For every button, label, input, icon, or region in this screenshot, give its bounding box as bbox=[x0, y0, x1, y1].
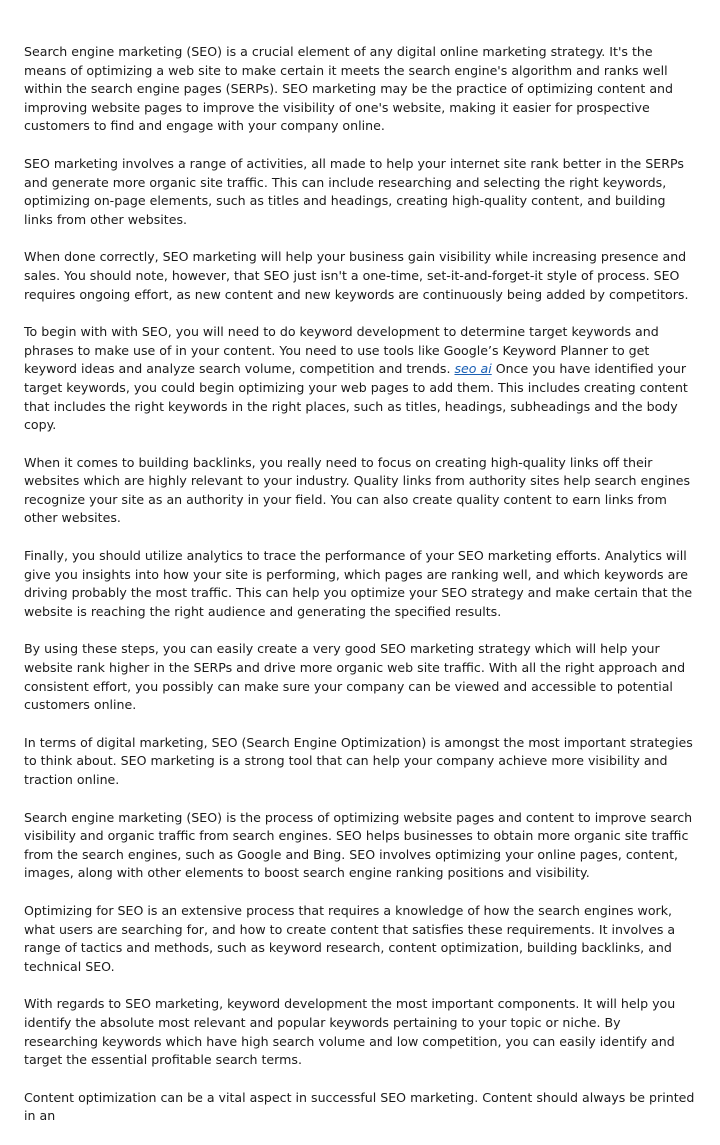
paragraph-5: When it comes to building backlinks, you really need to focus on creating high-quality links off their websites which are highly relevant to your industry. Quality links from authority sites help search engines recognize your site as an authority in your field. You can also create quality content to earn links from other websites. bbox=[24, 454, 691, 526]
seo-ai-link[interactable]: seo ai bbox=[454, 361, 492, 377]
paragraph-1: Search engine marketing (SEO) is a crucial element of any digital online marketing strategy. It's the means of optimizing a web site to make certain it meets the search engine's algorithm and ranks well within the search engine pages (SERPs). SEO marketing may be the practice of optimizing content and improving website pages to improve the visibility of one's website, making it easier for prospective customers to find and engage with your company online. bbox=[24, 44, 674, 134]
paragraph-4-text-before: To begin with with SEO, you will need to do keyword development to determine target keywords and phrases to make use of in your content. You need to use tools like Google’s Keyword Planner to get keyword ideas and analyze search volume, competition and trends. bbox=[24, 324, 659, 377]
paragraph-4-text-after: Once you have identified your target keywords, you could begin optimizing your web pages to add them. This includes creating content that includes the right keywords in the right places, such as titles, headings, subheadings and the body copy. bbox=[24, 361, 688, 433]
article-body bbox=[24, 43, 696, 1145]
paragraph-11: With regards to SEO marketing, keyword development the most important components. It will help you identify the absolute most relevant and popular keywords pertaining to your topic or niche. By researching keywords which have high search volume and low competition, you can easily identify and target the essential profitable search terms. bbox=[24, 996, 676, 1068]
paragraph-10: Optimizing for SEO is an extensive process that requires a knowledge of how the search engines work, what users are searching for, and how to create content that satisfies these requirements. It involves a range of tactics and methods, such as keyword research, content optimization, building backlinks, and technical SEO. bbox=[24, 902, 676, 974]
paragraph-9: Search engine marketing (SEO) is the process of optimizing website pages and content to improve search visibility and organic traffic from search engines. SEO helps businesses to obtain more organic site traffic from the search engines, such as Google and Bing. SEO involves optimizing your online pages, content, images, along with other elements to boost search engine ranking positions and visibility. bbox=[24, 809, 693, 881]
paragraph-6: Finally, you should utilize analytics to trace the performance of your SEO marketing efforts. Analytics will give you insights into how your site is performing, which pages are ranking well, and which keywords are driving probably the most traffic. This can help you optimize your SEO strategy and make certain that the website is reaching the right audience and generating the specified results. bbox=[24, 548, 693, 619]
paragraph-4 bbox=[24, 323, 696, 435]
paragraph-3: When done correctly, SEO marketing will help your business gain visibility while increasing presence and sales. You should note, however, that SEO just isn't a one-time, set-it-and-forget-it style of process. SEO requires ongoing effort, as new content and new keywords are continuously being added by competitors. bbox=[24, 249, 689, 302]
paragraph-7: By using these steps, you can easily create a very good SEO marketing strategy which will help your website rank higher in the SERPs and drive more organic web site traffic. With all the right approach and consistent effort, you possibly can make sure your company can be viewed and accessible to potential customers online. bbox=[24, 641, 686, 713]
paragraph-8: In terms of digital marketing, SEO (Search Engine Optimization) is amongst the most important strategies to think about. SEO marketing is a strong tool that can help your company achieve more visibility and traction online. bbox=[24, 734, 693, 787]
paragraph-12: Content optimization can be a vital aspect in successful SEO marketing. Content should always be printed in an bbox=[24, 1089, 695, 1124]
paragraph-2: SEO marketing involves a range of activities, all made to help your internet site rank better in the SERPs and generate more organic site traffic. This can include researching and selecting the right keywords, optimizing on-page elements, such as titles and headings, creating high-quality content, and building links from other websites. bbox=[24, 155, 684, 227]
